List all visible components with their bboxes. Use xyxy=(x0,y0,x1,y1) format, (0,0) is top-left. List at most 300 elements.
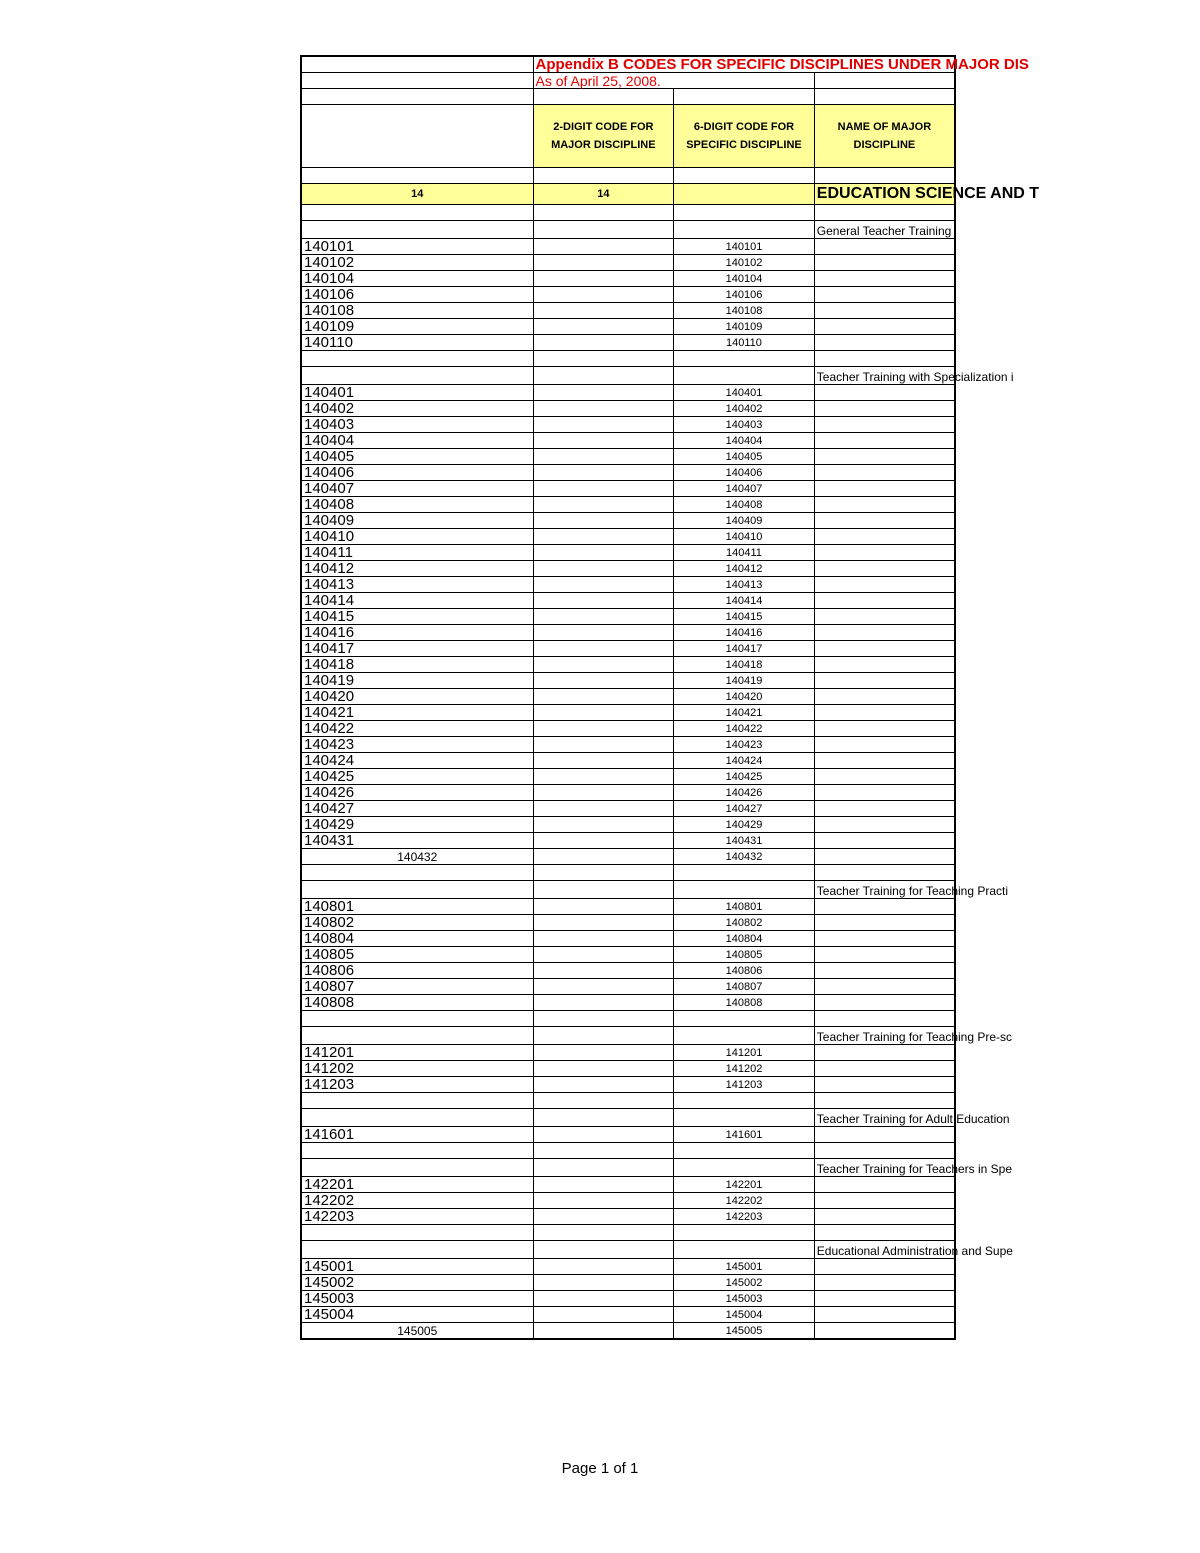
cell xyxy=(533,1209,674,1225)
row-code: 140415 xyxy=(301,609,533,625)
specific-discipline-code: 140102 xyxy=(674,255,815,271)
table-row xyxy=(301,335,955,351)
cell xyxy=(533,89,674,105)
cell xyxy=(533,609,674,625)
category-name: Educational Administration and Supe xyxy=(814,1241,955,1259)
cell xyxy=(814,513,955,529)
specific-discipline-code: 140804 xyxy=(674,931,815,947)
table-row xyxy=(301,1193,955,1209)
table-row xyxy=(301,1045,955,1061)
cell xyxy=(533,963,674,979)
specific-discipline-code: 145003 xyxy=(674,1291,815,1307)
cell xyxy=(674,184,815,205)
table-row xyxy=(301,593,955,609)
cell xyxy=(814,497,955,513)
blank-row xyxy=(301,205,955,221)
specific-discipline-code: 142203 xyxy=(674,1209,815,1225)
cell xyxy=(814,721,955,737)
major-name: EDUCATION SCIENCE AND T xyxy=(814,184,955,205)
cell xyxy=(533,561,674,577)
cell xyxy=(533,625,674,641)
header-2digit: 2-DIGIT CODE FOR MAJOR DISCIPLINE xyxy=(533,105,674,168)
specific-discipline-code: 140418 xyxy=(674,657,815,673)
row-code: 140101 xyxy=(301,239,533,255)
row-code: 140404 xyxy=(301,433,533,449)
cell xyxy=(533,545,674,561)
cell xyxy=(814,769,955,785)
cell xyxy=(301,221,533,239)
cell xyxy=(533,1077,674,1093)
table-row xyxy=(301,497,955,513)
specific-discipline-code: 140408 xyxy=(674,497,815,513)
row-code: 140807 xyxy=(301,979,533,995)
cell xyxy=(814,899,955,915)
cell xyxy=(814,335,955,351)
row-code: 141201 xyxy=(301,1045,533,1061)
specific-discipline-code: 140423 xyxy=(674,737,815,753)
table-row xyxy=(301,673,955,689)
cell xyxy=(533,367,674,385)
row-code: 140804 xyxy=(301,931,533,947)
specific-discipline-code: 142202 xyxy=(674,1193,815,1209)
cell xyxy=(301,881,533,899)
blank-row xyxy=(301,168,955,184)
cell xyxy=(814,271,955,287)
cell xyxy=(533,1241,674,1259)
specific-discipline-code: 145005 xyxy=(674,1323,815,1340)
cell xyxy=(814,915,955,931)
category-name: General Teacher Training xyxy=(814,221,955,239)
table-row xyxy=(301,753,955,769)
table-row xyxy=(301,689,955,705)
cell xyxy=(533,1177,674,1193)
specific-discipline-code: 140802 xyxy=(674,915,815,931)
row-code: 140405 xyxy=(301,449,533,465)
cell xyxy=(533,1225,674,1241)
cell xyxy=(301,73,533,89)
row-code: 140402 xyxy=(301,401,533,417)
cell xyxy=(533,1143,674,1159)
row-code: 140808 xyxy=(301,995,533,1011)
table-row xyxy=(301,1291,955,1307)
cell xyxy=(814,385,955,401)
cell xyxy=(533,657,674,673)
cell xyxy=(674,367,815,385)
cell xyxy=(301,1143,533,1159)
row-code: 145003 xyxy=(301,1291,533,1307)
cell xyxy=(533,899,674,915)
cell xyxy=(533,769,674,785)
cell xyxy=(814,529,955,545)
row-code: 140425 xyxy=(301,769,533,785)
blank-row xyxy=(301,351,955,367)
row-code: 140801 xyxy=(301,899,533,915)
table-row xyxy=(301,449,955,465)
cell xyxy=(533,221,674,239)
table-row xyxy=(301,849,955,865)
cell xyxy=(301,1225,533,1241)
table-row xyxy=(301,303,955,319)
cell xyxy=(533,1061,674,1077)
cell xyxy=(533,947,674,963)
table-row xyxy=(301,287,955,303)
cell xyxy=(533,385,674,401)
specific-discipline-code: 140402 xyxy=(674,401,815,417)
table-row xyxy=(301,1127,955,1143)
table-row xyxy=(301,1177,955,1193)
category-row xyxy=(301,1109,955,1127)
category-row xyxy=(301,1241,955,1259)
specific-discipline-code: 141201 xyxy=(674,1045,815,1061)
row-code: 140432 xyxy=(301,849,533,865)
specific-discipline-code: 140405 xyxy=(674,449,815,465)
title-row xyxy=(301,56,955,73)
specific-discipline-code: 140426 xyxy=(674,785,815,801)
specific-discipline-code: 140806 xyxy=(674,963,815,979)
table-row xyxy=(301,609,955,625)
specific-discipline-code: 140406 xyxy=(674,465,815,481)
blank-row xyxy=(301,1011,955,1027)
table-row xyxy=(301,785,955,801)
cell xyxy=(814,433,955,449)
cell xyxy=(814,963,955,979)
specific-discipline-code: 145004 xyxy=(674,1307,815,1323)
row-code: 140413 xyxy=(301,577,533,593)
cell xyxy=(533,833,674,849)
table-row xyxy=(301,481,955,497)
row-code: 140418 xyxy=(301,657,533,673)
cell xyxy=(814,1209,955,1225)
blank-row xyxy=(301,1093,955,1109)
cell xyxy=(814,673,955,689)
cell xyxy=(814,303,955,319)
table-row xyxy=(301,1275,955,1291)
cell xyxy=(301,105,533,168)
table-row xyxy=(301,625,955,641)
table-row xyxy=(301,737,955,753)
specific-discipline-code: 140419 xyxy=(674,673,815,689)
cell xyxy=(814,1291,955,1307)
table-row xyxy=(301,641,955,657)
category-name: Teacher Training for Teaching Pre-sc xyxy=(814,1027,955,1045)
cell xyxy=(533,689,674,705)
cell xyxy=(814,817,955,833)
cell xyxy=(533,705,674,721)
row-code: 140408 xyxy=(301,497,533,513)
row-code: 140411 xyxy=(301,545,533,561)
cell xyxy=(814,319,955,335)
cell xyxy=(814,1011,955,1027)
table-row xyxy=(301,385,955,401)
table-row xyxy=(301,239,955,255)
specific-discipline-code: 140424 xyxy=(674,753,815,769)
row-code: 140427 xyxy=(301,801,533,817)
document-title: Appendix B CODES FOR SPECIFIC DISCIPLINES UNDER MAJOR DIS xyxy=(533,56,955,73)
subtitle-row xyxy=(301,73,955,89)
cell xyxy=(814,1193,955,1209)
cell xyxy=(674,1109,815,1127)
cell xyxy=(301,1109,533,1127)
specific-discipline-code: 140420 xyxy=(674,689,815,705)
cell xyxy=(814,168,955,184)
cell xyxy=(814,705,955,721)
table-row xyxy=(301,271,955,287)
cell xyxy=(533,1275,674,1291)
cell xyxy=(301,89,533,105)
row-code: 140802 xyxy=(301,915,533,931)
cell xyxy=(674,1143,815,1159)
row-code: 145004 xyxy=(301,1307,533,1323)
cell xyxy=(301,205,533,221)
cell xyxy=(814,205,955,221)
document-date: As of April 25, 2008. xyxy=(533,73,814,89)
cell xyxy=(814,785,955,801)
table-row xyxy=(301,979,955,995)
cell xyxy=(814,1307,955,1323)
table-row xyxy=(301,833,955,849)
row-code: 140429 xyxy=(301,817,533,833)
cell xyxy=(533,1259,674,1275)
specific-discipline-code: 145002 xyxy=(674,1275,815,1291)
specific-discipline-code: 141202 xyxy=(674,1061,815,1077)
cell xyxy=(533,168,674,184)
cell xyxy=(814,995,955,1011)
cell xyxy=(814,931,955,947)
row-code: 140109 xyxy=(301,319,533,335)
specific-discipline-code: 140417 xyxy=(674,641,815,657)
cell xyxy=(533,1127,674,1143)
cell xyxy=(533,1193,674,1209)
row-code: 140412 xyxy=(301,561,533,577)
row-code: 140110 xyxy=(301,335,533,351)
major-code-b: 14 xyxy=(533,184,674,205)
row-code: 140406 xyxy=(301,465,533,481)
cell xyxy=(533,593,674,609)
cell xyxy=(674,351,815,367)
major-discipline-row xyxy=(301,184,955,205)
cell xyxy=(533,449,674,465)
cell xyxy=(301,56,533,73)
specific-discipline-code: 140404 xyxy=(674,433,815,449)
cell xyxy=(301,1027,533,1045)
category-name: Teacher Training for Adult Education xyxy=(814,1109,955,1127)
row-code: 140104 xyxy=(301,271,533,287)
specific-discipline-code: 141601 xyxy=(674,1127,815,1143)
cell xyxy=(533,513,674,529)
table-row xyxy=(301,417,955,433)
cell xyxy=(533,481,674,497)
row-code: 140423 xyxy=(301,737,533,753)
category-name: Teacher Training for Teaching Practi xyxy=(814,881,955,899)
table-row xyxy=(301,947,955,963)
cell xyxy=(533,915,674,931)
cell xyxy=(533,785,674,801)
cell xyxy=(814,561,955,577)
row-code: 142203 xyxy=(301,1209,533,1225)
specific-discipline-code: 140808 xyxy=(674,995,815,1011)
specific-discipline-code: 140421 xyxy=(674,705,815,721)
specific-discipline-code: 140104 xyxy=(674,271,815,287)
cell xyxy=(533,303,674,319)
specific-discipline-code: 141203 xyxy=(674,1077,815,1093)
cell xyxy=(814,849,955,865)
table-row xyxy=(301,577,955,593)
blank-row xyxy=(301,1225,955,1241)
table-row xyxy=(301,401,955,417)
cell xyxy=(533,529,674,545)
specific-discipline-code: 140413 xyxy=(674,577,815,593)
cell xyxy=(814,1093,955,1109)
cell xyxy=(533,239,674,255)
blank-row xyxy=(301,1143,955,1159)
cell xyxy=(814,947,955,963)
row-code: 140407 xyxy=(301,481,533,497)
row-code: 141203 xyxy=(301,1077,533,1093)
blank-row xyxy=(301,89,955,105)
cell xyxy=(814,545,955,561)
cell xyxy=(533,673,674,689)
cell xyxy=(533,497,674,513)
cell xyxy=(814,737,955,753)
cell xyxy=(814,1177,955,1193)
cell xyxy=(814,89,955,105)
blank-row xyxy=(301,865,955,881)
cell xyxy=(301,168,533,184)
cell xyxy=(814,401,955,417)
table-row xyxy=(301,769,955,785)
table-row xyxy=(301,529,955,545)
cell xyxy=(533,271,674,287)
cell xyxy=(814,801,955,817)
cell xyxy=(533,1093,674,1109)
row-code: 140414 xyxy=(301,593,533,609)
cell xyxy=(533,255,674,271)
table-row xyxy=(301,1077,955,1093)
cell xyxy=(814,351,955,367)
cell xyxy=(533,465,674,481)
row-code: 140403 xyxy=(301,417,533,433)
category-row xyxy=(301,1027,955,1045)
table-row xyxy=(301,931,955,947)
cell xyxy=(674,1241,815,1259)
specific-discipline-code: 140425 xyxy=(674,769,815,785)
cell xyxy=(301,367,533,385)
header-6digit: 6-DIGIT CODE FOR SPECIFIC DISCIPLINE xyxy=(674,105,815,168)
table-row xyxy=(301,319,955,335)
cell xyxy=(533,1027,674,1045)
table-row xyxy=(301,995,955,1011)
table-row xyxy=(301,817,955,833)
cell xyxy=(814,1127,955,1143)
cell xyxy=(301,1241,533,1259)
discipline-codes-table xyxy=(300,55,1040,1340)
cell xyxy=(533,801,674,817)
table-row xyxy=(301,561,955,577)
cell xyxy=(814,449,955,465)
table-row xyxy=(301,915,955,931)
cell xyxy=(814,593,955,609)
cell xyxy=(814,753,955,769)
row-code: 140424 xyxy=(301,753,533,769)
cell xyxy=(533,1291,674,1307)
row-code: 140409 xyxy=(301,513,533,529)
specific-discipline-code: 140801 xyxy=(674,899,815,915)
specific-discipline-code: 140415 xyxy=(674,609,815,625)
cell xyxy=(814,287,955,303)
specific-discipline-code: 140108 xyxy=(674,303,815,319)
cell xyxy=(533,1159,674,1177)
table-row xyxy=(301,801,955,817)
cell xyxy=(674,1159,815,1177)
row-code: 141601 xyxy=(301,1127,533,1143)
cell xyxy=(814,625,955,641)
table-row xyxy=(301,545,955,561)
specific-discipline-code: 140432 xyxy=(674,849,815,865)
cell xyxy=(301,865,533,881)
cell xyxy=(814,1275,955,1291)
specific-discipline-code: 140429 xyxy=(674,817,815,833)
cell xyxy=(814,641,955,657)
cell xyxy=(533,849,674,865)
cell xyxy=(814,979,955,995)
cell xyxy=(533,881,674,899)
row-code: 140417 xyxy=(301,641,533,657)
cell xyxy=(674,89,815,105)
cell xyxy=(674,865,815,881)
cell xyxy=(533,995,674,1011)
cell xyxy=(814,689,955,705)
specific-discipline-code: 140101 xyxy=(674,239,815,255)
specific-discipline-code: 140427 xyxy=(674,801,815,817)
table-row xyxy=(301,705,955,721)
row-code: 145001 xyxy=(301,1259,533,1275)
specific-discipline-code: 140407 xyxy=(674,481,815,497)
table-row xyxy=(301,721,955,737)
cell xyxy=(533,865,674,881)
cell xyxy=(814,609,955,625)
cell xyxy=(533,401,674,417)
cell xyxy=(814,255,955,271)
row-code: 140108 xyxy=(301,303,533,319)
specific-discipline-code: 140431 xyxy=(674,833,815,849)
row-code: 140421 xyxy=(301,705,533,721)
cell xyxy=(533,1307,674,1323)
specific-discipline-code: 140409 xyxy=(674,513,815,529)
table-row xyxy=(301,657,955,673)
cell xyxy=(533,721,674,737)
specific-discipline-code: 140416 xyxy=(674,625,815,641)
cell xyxy=(674,1027,815,1045)
cell xyxy=(533,979,674,995)
specific-discipline-code: 140109 xyxy=(674,319,815,335)
cell xyxy=(533,205,674,221)
row-code: 145005 xyxy=(301,1323,533,1340)
cell xyxy=(533,319,674,335)
cell xyxy=(814,417,955,433)
cell xyxy=(814,73,955,89)
cell xyxy=(814,1259,955,1275)
specific-discipline-code: 140807 xyxy=(674,979,815,995)
cell xyxy=(301,1093,533,1109)
page-footer: Page 1 of 1 xyxy=(561,1460,639,1477)
specific-discipline-code: 140106 xyxy=(674,287,815,303)
category-row xyxy=(301,367,955,385)
cell xyxy=(814,1077,955,1093)
major-code-a: 14 xyxy=(301,184,533,205)
specific-discipline-code: 140412 xyxy=(674,561,815,577)
cell xyxy=(533,1045,674,1061)
row-code: 141202 xyxy=(301,1061,533,1077)
